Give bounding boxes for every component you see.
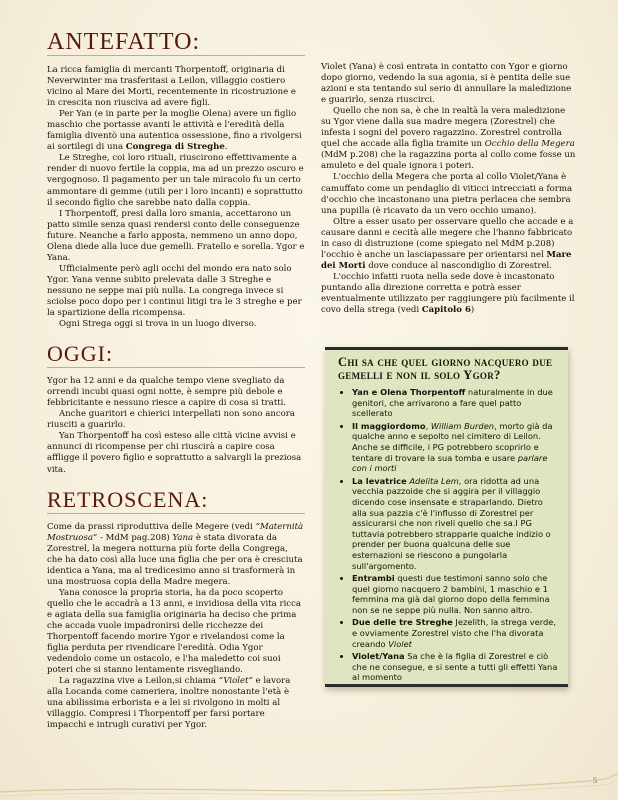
antefatto-paragraph-4: I Thorpentoff, presi dalla loro smania, accettarono un patto simile senza quasi rendersi conto delle conseguenze future. Neanche a farlo apposta, nemmeno un anno dopo, Olena diede alla luce due gemelli. Fratello e sorella. Ygor e Yana.	[47, 208, 305, 263]
list-item: • Due delle tre Streghe Jezelith, la strega verde, e ovviamente Zorestrel visto che l'ha divorata creando Violet	[352, 617, 560, 649]
right-paragraph-5: L'occhio infatti ruota nella sede dove è incastonato puntando alla direzione corretta e potrà esser eventualmente utilizzato per raggiungere più facilmente il covo della strega (vedi Capitolo 6)	[321, 271, 575, 316]
antefatto-paragraph-5: Ufficialmente però agli occhi del mondo era nato solo Ygor. Yana venne subito prelevata dalle 3 Streghe e nessuno ne seppe mai più nulla. La congrega invece si sciolse poco dopo per i continui litigi tra le 3 streghe e per la spartizione della ricompensa.	[47, 263, 302, 319]
sidebar-note-box	[325, 347, 568, 687]
list-item: • Entrambi questi due testimoni sanno solo che quel giorno nacquero 2 bambini, 1 maschio e 1 femmina ma già dal giorno dopo della femmina non se ne seppe più nulla. Non sanno altro.	[352, 573, 560, 615]
list-item: • Violet/Yana Sa che è la figlia di Zorestrel e ciò che ne consegue, e si sente a tutti gli effetti Yana al momento	[352, 651, 560, 683]
right-column	[321, 62, 577, 316]
retroscena-paragraph-2: Yana conosce la propria storia, ha da poco scoperto quello che le accadrà a 13 anni, e invidiosa della vita ricca e agiata della sua famiglia originaria ha deciso che prima che accada vuole impadronirsi delle ricchezze dei Thorpentoff facendo morire Ygor e rivelandosi come la figlia perduta per rivendicare l'eredità. Odia Ygor vedendolo come un ostacolo, e l'ha maledetto coi suoi poteri che si stanno lentamente risvegliando.	[47, 587, 301, 676]
right-paragraph-2: Quello che non sa, è che in realtà la vera maledizione su Ygor viene dalla sua madre megera (Zorestrel) che infesta i sogni del povero ragazzino. Zorestrel controlla quel che accade alla figlia tramite un Occhio della Megera (MdM p.208) che la ragazzina porta al collo come fosse un amuleto e del quale ignora i poteri.	[321, 106, 576, 172]
antefatto-paragraph-3: Le Streghe, coi loro rituali, riuscirono effettivamente a render di nuovo fertile la coppia, ma ad un prezzo oscuro e vergognoso. Il pagamento per un tale miracolo fu un certo ammontare di gemme (utili per i loro incanti) e soprattutto il secondo figlio che sarebbe nato dalla coppia.	[47, 153, 304, 208]
antefatto-paragraph-2: Per Yan (e in parte per la moglie Olena) avere un figlio maschio che portasse avanti le attività e l'eredità della famiglia diventò una autentica ossessione, fino a rivolgersi ai sortilegi di una Congrega di Streghe.	[47, 109, 302, 153]
congrega-link-text: Congrega di Streghe	[125, 142, 225, 153]
antefatto-paragraph-6: Ogni Strega oggi si trova in un luogo diverso.	[59, 319, 257, 330]
oggi-paragraph-3: Yan Thorpentoff ha così esteso alle città vicine avvisi e annunci di ricompense per chi riuscirà a capire cosa affligge il povero figlio e soprattutto a salvargli la preziosa vita.	[47, 431, 302, 475]
heading-oggi: OGGI:	[47, 342, 305, 368]
page-number: 5	[593, 776, 597, 785]
note-box-title: Chi sa che quel giorno nacquero due gemelli e non il solo Ygor?	[338, 355, 553, 382]
right-paragraph-4: Oltre a esser usato per osservare quello che accade e a causare danni e cecità alle megere che l'hanno fabbricato in caso di distruzione (come spiegato nel MdM p.208) l'occhio è anche un lasciapassare per orientarsi nel Mare dei Morti dove conduce al nascondiglio di Zorestrel.	[321, 216, 574, 271]
right-paragraph-3: L'occhio della Megera che porta al collo Violet/Yana è camuffato come un pendaglio di viticci intrecciati a forma d'occhio che incastonano una pietra perlacea che sembra una pupilla (è ricavato da un vero occhio umano).	[321, 172, 573, 216]
retroscena-paragraph-3: La ragazzina vive a Leilon,si chiama “Violet” e lavora alla Locanda come cameriera, inoltre nonostante l'età è una abilissima erborista e a lei si rivolgono in molti al villaggio. Compresi i Thorpentoff per farsi portare impacchi e intrugli curativi per Ygor.	[47, 676, 291, 731]
retroscena-paragraph-1: Come da prassi riproduttiva delle Megere (vedi “Maternità Mostruosa” - MdM pag.208) Yana è stata divorata da Zorestrel, la megera notturna più forte della Congrega, che ha dato così alla luce una figlia che per ora è cresciuta identica a Yana, ma al tredicesimo anno si trasformerà in una mostruosa copia della Madre megera.	[47, 521, 304, 587]
witness-list	[338, 387, 560, 683]
oggi-paragraph-2: Anche guaritori e chierici interpellati non sono ancora riusciti a guarirlo.	[47, 409, 295, 431]
right-paragraph-1: Violet (Yana) è così entrata in contatto con Ygor e giorno dopo giorno, vedendo la sua agonia, si è pentita delle sue azioni e sta tentando sul serio di annullare la maledizione e guarirlo, senza riuscirci.	[321, 62, 572, 106]
list-item: • Il maggiordomo, William Burden, morto già da qualche anno e sepolto nel cimitero di Leilon. Anche se difficile, i PG potrebbero scoprirlo e tentare di trovare la sua tomba e usare parlare con i morti	[352, 421, 560, 474]
antefatto-paragraph-1: La ricca famiglia di mercanti Thorpentoff, originaria di Neverwinter ma trasferitasi a Leilon, villaggio costiero vicino al Mare dei Morti, recentemente in ricostruzione e in crescita non riusciva ad avere figli.	[47, 65, 296, 109]
list-item: • La levatrice Adelita Lem, ora ridotta ad una vecchia pazzoide che si aggira per il villaggio dicendo cose insensate e straparlando. Dietro alla sua pazzia c'è l'influsso di Zorestrel per assicurarsi che non riveli quello che sa.I PG tuttavia potrebbero strapparle qualche indizio o prender per buona qualcuna delle sue esternazioni se riescono a pungolarla sull'argomento.	[352, 476, 560, 571]
left-column	[47, 30, 305, 731]
heading-retroscena: RETROSCENA:	[47, 488, 305, 514]
footer-ornament-icon	[0, 770, 618, 800]
list-item: • Yan e Olena Thorpentoff naturalmente in due genitori, che arrivarono a fare quel patto scellerato	[352, 387, 560, 419]
heading-antefatto: ANTEFATTO:	[47, 30, 305, 56]
oggi-paragraph-1: Ygor ha 12 anni e da qualche tempo viene svegliato da orrendi incubi quasi ogni notte, è sempre più debole e febbricitante e nessuno riesce a capire di cosa si tratti.	[47, 376, 287, 409]
